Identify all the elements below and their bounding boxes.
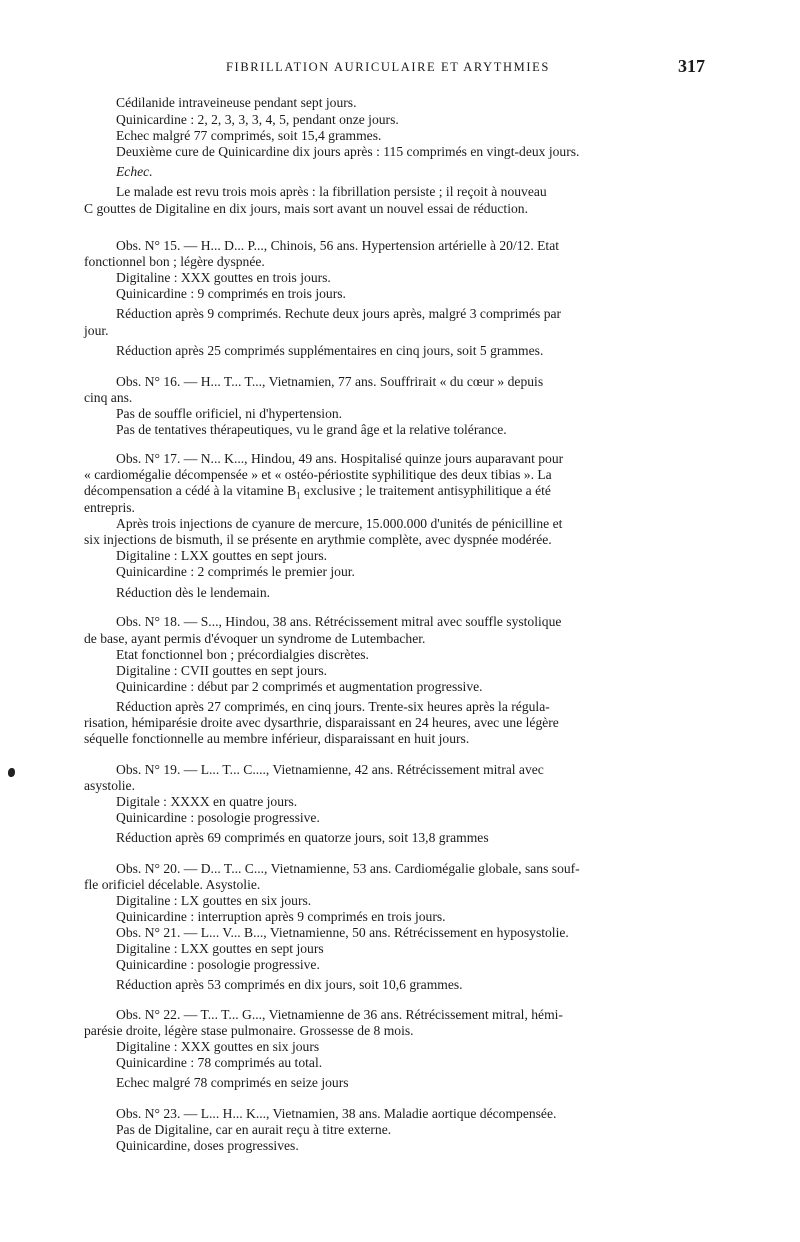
text-line: entrepris. bbox=[84, 500, 135, 515]
page-number: 317 bbox=[678, 56, 705, 76]
text-line: risation, hémiparésie droite avec dysarthrie, disparaissant en 24 heures, avec une légère bbox=[84, 715, 559, 730]
observation-header: Obs. N° 21. — L... V... B..., Vietnamienne, 50 ans. Rétrécissement en hyposystolie. bbox=[116, 925, 569, 940]
text-line: Echec malgré 78 comprimés en seize jours bbox=[116, 1075, 349, 1090]
observation-header: Obs. N° 16. — H... T... T..., Vietnamien, 77 ans. Souffrirait « du cœur » depuis bbox=[116, 374, 544, 389]
text-line: Quinicardine : 9 comprimés en trois jours. bbox=[116, 286, 346, 301]
observation-header: Obs. N° 18. — S..., Hindou, 38 ans. Rétrécissement mitral avec souffle systolique bbox=[116, 614, 562, 629]
observation-header: Obs. N° 23. — L... H... K..., Vietnamien, 38 ans. Maladie aortique décompensée. bbox=[116, 1106, 557, 1121]
text-line: fonctionnel bon ; légère dyspnée. bbox=[84, 254, 265, 269]
text-line: Pas de Digitaline, car en aurait reçu à titre externe. bbox=[116, 1122, 392, 1137]
text-line: Etat fonctionnel bon ; précordialgies discrètes. bbox=[116, 647, 369, 662]
text-line: Le malade est revu trois mois après : la fibrillation persiste ; il reçoit à nouveau bbox=[116, 184, 547, 199]
text-line: parésie droite, légère stase pulmonaire. Grossesse de 8 mois. bbox=[84, 1023, 414, 1038]
text-line: Réduction après 27 comprimés, en cinq jours. Trente-six heures après la régula- bbox=[116, 699, 550, 714]
text-line: asystolie. bbox=[84, 778, 135, 793]
text-line: Echec malgré 77 comprimés, soit 15,4 grammes. bbox=[116, 128, 382, 143]
text-line: Digitaline : LX gouttes en six jours. bbox=[116, 893, 312, 908]
text-line: Pas de tentatives thérapeutiques, vu le grand âge et la relative tolérance. bbox=[116, 422, 507, 437]
text-line: Réduction dès le lendemain. bbox=[116, 585, 271, 600]
running-title: FIBRILLATION AURICULAIRE ET ARYTHMIES bbox=[226, 60, 550, 74]
observation-header: Obs. N° 20. — D... T... C..., Vietnamienne, 53 ans. Cardiomégalie globale, sans souf- bbox=[116, 861, 580, 876]
text-line: Quinicardine : 2, 2, 3, 3, 3, 4, 5, pendant onze jours. bbox=[116, 112, 399, 127]
observation-header: Obs. N° 22. — T... T... G..., Vietnamienne de 36 ans. Rétrécissement mitral, hémi- bbox=[116, 1007, 563, 1022]
text-line: Quinicardine : début par 2 comprimés et augmentation progressive. bbox=[116, 679, 483, 694]
text-line: Digitaline : XXX gouttes en six jours bbox=[116, 1039, 320, 1054]
text-line: Digitaline : CVII gouttes en sept jours. bbox=[116, 663, 328, 678]
text-line: Cédilanide intraveineuse pendant sept jours. bbox=[116, 95, 357, 110]
text-line: Quinicardine : interruption après 9 comprimés en trois jours. bbox=[116, 909, 446, 924]
text-line: Réduction après 69 comprimés en quatorze jours, soit 13,8 grammes bbox=[116, 830, 489, 845]
text-line: Après trois injections de cyanure de mercure, 15.000.000 d'unités de pénicilline et bbox=[116, 516, 563, 531]
page-header bbox=[0, 56, 800, 80]
text-line: six injections de bismuth, il se présente en arythmie complète, avec dyspnée modérée. bbox=[84, 532, 552, 547]
text-line: Réduction après 25 comprimés supplémentaires en cinq jours, soit 5 grammes. bbox=[116, 343, 544, 358]
observation-header: Obs. N° 19. — L... T... C...., Vietnamienne, 42 ans. Rétrécissement mitral avec bbox=[116, 762, 544, 777]
text-line: « cardiomégalie décompensée » et « ostéo-périostite syphilitique des deux tibias ». La bbox=[84, 467, 552, 482]
text-line: fle orificiel décelable. Asystolie. bbox=[84, 877, 261, 892]
text-line: Quinicardine : 2 comprimés le premier jour. bbox=[116, 564, 355, 579]
text-line: cinq ans. bbox=[84, 390, 133, 405]
text-line: Quinicardine : posologie progressive. bbox=[116, 810, 320, 825]
text-line: jour. bbox=[84, 323, 109, 338]
text-line: Réduction après 53 comprimés en dix jours, soit 10,6 grammes. bbox=[116, 977, 463, 992]
observation-header: Obs. N° 15. — H... D... P..., Chinois, 56 ans. Hypertension artérielle à 20/12. Etat bbox=[116, 238, 560, 253]
text-line: Quinicardine, doses progressives. bbox=[116, 1138, 299, 1153]
text-line: Digitaline : LXX gouttes en sept jours. bbox=[116, 548, 328, 563]
text-line: Pas de souffle orificiel, ni d'hypertension. bbox=[116, 406, 343, 421]
text-line: Réduction après 9 comprimés. Rechute deux jours après, malgré 3 comprimés par bbox=[116, 306, 562, 321]
text-line: Digitaline : XXX gouttes en trois jours. bbox=[116, 270, 331, 285]
observation-header: Obs. N° 17. — N... K..., Hindou, 49 ans. Hospitalisé quinze jours auparavant pour bbox=[116, 451, 564, 466]
ink-spot bbox=[8, 768, 15, 777]
text-line: Quinicardine : posologie progressive. bbox=[116, 957, 320, 972]
text-line: C gouttes de Digitaline en dix jours, mais sort avant un nouvel essai de réduction. bbox=[84, 201, 528, 216]
text-line: Quinicardine : 78 comprimés au total. bbox=[116, 1055, 323, 1070]
text-line: Echec. bbox=[116, 164, 153, 179]
text-line: de base, ayant permis d'évoquer un syndrome de Lutembacher. bbox=[84, 631, 426, 646]
text-line: Deuxième cure de Quinicardine dix jours après : 115 comprimés en vingt-deux jours. bbox=[116, 144, 580, 159]
text-line: décompensation a cédé à la vitamine $B_1$ exclusive ; le traitement antisyphilitique a été bbox=[84, 483, 551, 501]
text-line: séquelle fonctionnelle au membre inférieur, disparaissant en huit jours. bbox=[84, 731, 470, 746]
text-line: Digitale : XXXX en quatre jours. bbox=[116, 794, 298, 809]
text-line: Digitaline : LXX gouttes en sept jours bbox=[116, 941, 324, 956]
